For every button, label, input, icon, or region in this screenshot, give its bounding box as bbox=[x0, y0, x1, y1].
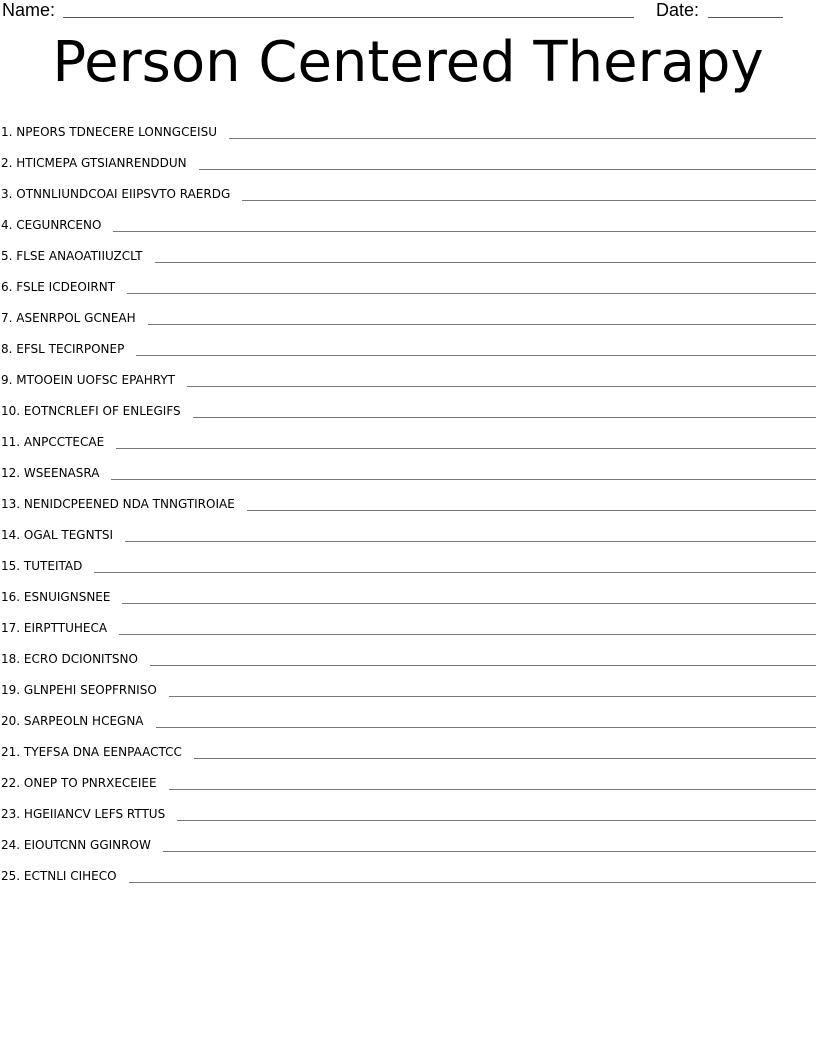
list-item bbox=[0, 358, 816, 389]
list-item bbox=[0, 172, 816, 203]
item-number: 17. bbox=[1, 621, 21, 635]
item-number: 15. bbox=[1, 559, 21, 573]
answer-blank-line bbox=[155, 262, 816, 263]
list-item bbox=[0, 203, 816, 234]
item-scramble: SARPEOLN HCEGNA bbox=[23, 714, 144, 728]
answer-blank-line bbox=[156, 727, 816, 728]
answer-blank-line bbox=[187, 386, 816, 387]
scrambled-word bbox=[0, 310, 148, 327]
answer-blank-line bbox=[127, 293, 816, 294]
scrambled-word bbox=[0, 279, 127, 296]
item-number: 11. bbox=[1, 435, 21, 449]
scrambled-word bbox=[0, 248, 155, 265]
scrambled-word bbox=[0, 589, 122, 606]
answer-blank-line bbox=[150, 665, 816, 666]
scrambled-word bbox=[0, 682, 169, 699]
answer-blank-line bbox=[113, 231, 816, 232]
worksheet-header bbox=[0, 0, 816, 24]
item-number: 4. bbox=[1, 218, 13, 232]
scrambled-word bbox=[0, 341, 136, 358]
item-number: 16. bbox=[1, 590, 21, 604]
list-item bbox=[0, 854, 816, 885]
list-item bbox=[0, 699, 816, 730]
item-scramble: OGAL TEGNTSI bbox=[23, 528, 114, 542]
page-title: Person Centered Therapy bbox=[52, 30, 764, 95]
item-number: 9. bbox=[1, 373, 13, 387]
item-scramble: FSLE ICDEOIRNT bbox=[16, 280, 116, 294]
item-number: 5. bbox=[1, 249, 13, 263]
item-scramble: WSEENASRA bbox=[23, 466, 100, 480]
item-number: 21. bbox=[1, 745, 21, 759]
scrambled-word bbox=[0, 217, 113, 234]
item-number: 3. bbox=[1, 187, 13, 201]
answer-blank-line bbox=[148, 324, 816, 325]
item-number: 1. bbox=[1, 125, 13, 139]
item-scramble: EIOUTCNN GGINROW bbox=[23, 838, 151, 852]
list-item bbox=[0, 327, 816, 358]
item-number: 20. bbox=[1, 714, 21, 728]
answer-blank-line bbox=[169, 789, 816, 790]
scrambled-word bbox=[0, 496, 247, 513]
item-scramble: HTICMEPA GTSIANRENDDUN bbox=[16, 156, 187, 170]
item-scramble: TYEFSA DNA EENPAACTCC bbox=[23, 745, 182, 759]
answer-blank-line bbox=[111, 479, 816, 480]
list-item bbox=[0, 389, 816, 420]
list-item bbox=[0, 234, 816, 265]
scrambled-word bbox=[0, 620, 119, 637]
scrambled-word bbox=[0, 775, 169, 792]
scrambled-word bbox=[0, 558, 94, 575]
scrambled-word bbox=[0, 403, 193, 420]
item-number: 19. bbox=[1, 683, 21, 697]
item-scramble: ONEP TO PNRXECEIEE bbox=[23, 776, 157, 790]
date-label: Date: bbox=[656, 0, 700, 20]
scrambled-word bbox=[0, 651, 150, 668]
answer-blank-line bbox=[247, 510, 816, 511]
item-number: 10. bbox=[1, 404, 21, 418]
scrambled-word bbox=[0, 186, 242, 203]
answer-blank-line bbox=[177, 820, 816, 821]
item-scramble: NPEORS TDNECERE LONNGCEISU bbox=[16, 125, 217, 139]
answer-blank-line bbox=[199, 169, 816, 170]
list-item bbox=[0, 420, 816, 451]
list-item bbox=[0, 761, 816, 792]
item-scramble: TUTEITAD bbox=[23, 559, 83, 573]
scrambled-word bbox=[0, 744, 194, 761]
answer-blank-line bbox=[116, 448, 816, 449]
scrambled-word bbox=[0, 155, 199, 172]
answer-blank-line bbox=[229, 138, 816, 139]
answer-blank-line bbox=[122, 603, 816, 604]
item-scramble: ECTNLI CIHECO bbox=[23, 869, 117, 883]
name-label: Name: bbox=[2, 0, 56, 20]
item-scramble: EIRPTTUHECA bbox=[23, 621, 108, 635]
name-blank-line bbox=[63, 17, 634, 18]
item-scramble: ASENRPOL GCNEAH bbox=[16, 311, 136, 325]
item-number: 6. bbox=[1, 280, 13, 294]
item-number: 13. bbox=[1, 497, 21, 511]
list-item bbox=[0, 575, 816, 606]
scrambled-word bbox=[0, 806, 177, 823]
answer-blank-line bbox=[242, 200, 816, 201]
answer-blank-line bbox=[163, 851, 816, 852]
item-number: 25. bbox=[1, 869, 21, 883]
item-scramble: ECRO DCIONITSNO bbox=[23, 652, 138, 666]
scrambled-word bbox=[0, 868, 129, 885]
item-number: 23. bbox=[1, 807, 21, 821]
item-scramble: GLNPEHI SEOPFRNISO bbox=[23, 683, 157, 697]
item-scramble: NENIDCPEENED NDA TNNGTIROIAE bbox=[23, 497, 235, 511]
item-number: 2. bbox=[1, 156, 13, 170]
scrambled-word bbox=[0, 124, 229, 141]
list-item bbox=[0, 513, 816, 544]
scrambled-word bbox=[0, 837, 163, 854]
answer-blank-line bbox=[193, 417, 816, 418]
list-item bbox=[0, 823, 816, 854]
answer-blank-line bbox=[169, 696, 816, 697]
scrambled-word bbox=[0, 527, 125, 544]
item-number: 7. bbox=[1, 311, 13, 325]
list-item bbox=[0, 730, 816, 761]
item-scramble: MTOOEIN UOFSC EPAHRYT bbox=[16, 373, 176, 387]
item-scramble: EFSL TECIRPONEP bbox=[16, 342, 125, 356]
item-number: 22. bbox=[1, 776, 21, 790]
item-number: 8. bbox=[1, 342, 13, 356]
list-item bbox=[0, 637, 816, 668]
list-item bbox=[0, 296, 816, 327]
answer-blank-line bbox=[94, 572, 816, 573]
item-scramble: CEGUNRCENO bbox=[16, 218, 102, 232]
scrambled-word bbox=[0, 713, 156, 730]
list-item bbox=[0, 451, 816, 482]
item-scramble: EOTNCRLEFI OF ENLEGIFS bbox=[23, 404, 181, 418]
list-item bbox=[0, 544, 816, 575]
date-blank-line bbox=[708, 17, 783, 18]
answer-blank-line bbox=[119, 634, 816, 635]
scrambled-word bbox=[0, 434, 116, 451]
list-item bbox=[0, 792, 816, 823]
list-item bbox=[0, 668, 816, 699]
list-item bbox=[0, 606, 816, 637]
scrambled-word bbox=[0, 372, 187, 389]
item-number: 24. bbox=[1, 838, 21, 852]
item-scramble: OTNNLIUNDCOAI EIIPSVTO RAERDG bbox=[16, 187, 231, 201]
answer-blank-line bbox=[129, 882, 816, 883]
list-item bbox=[0, 482, 816, 513]
answer-blank-line bbox=[194, 758, 816, 759]
list-item bbox=[0, 110, 816, 141]
item-scramble: ESNUIGNSNEE bbox=[23, 590, 111, 604]
item-number: 12. bbox=[1, 466, 21, 480]
item-scramble: FLSE ANAOATIIUZCLT bbox=[16, 249, 143, 263]
list-item bbox=[0, 141, 816, 172]
answer-blank-line bbox=[136, 355, 816, 356]
list-item bbox=[0, 265, 816, 296]
item-scramble: ANPCCTECAE bbox=[23, 435, 105, 449]
item-scramble: HGEIIANCV LEFS RTTUS bbox=[23, 807, 166, 821]
item-number: 18. bbox=[1, 652, 21, 666]
answer-blank-line bbox=[125, 541, 816, 542]
item-number: 14. bbox=[1, 528, 21, 542]
scrambled-word bbox=[0, 465, 111, 482]
word-scramble-list bbox=[0, 110, 816, 885]
